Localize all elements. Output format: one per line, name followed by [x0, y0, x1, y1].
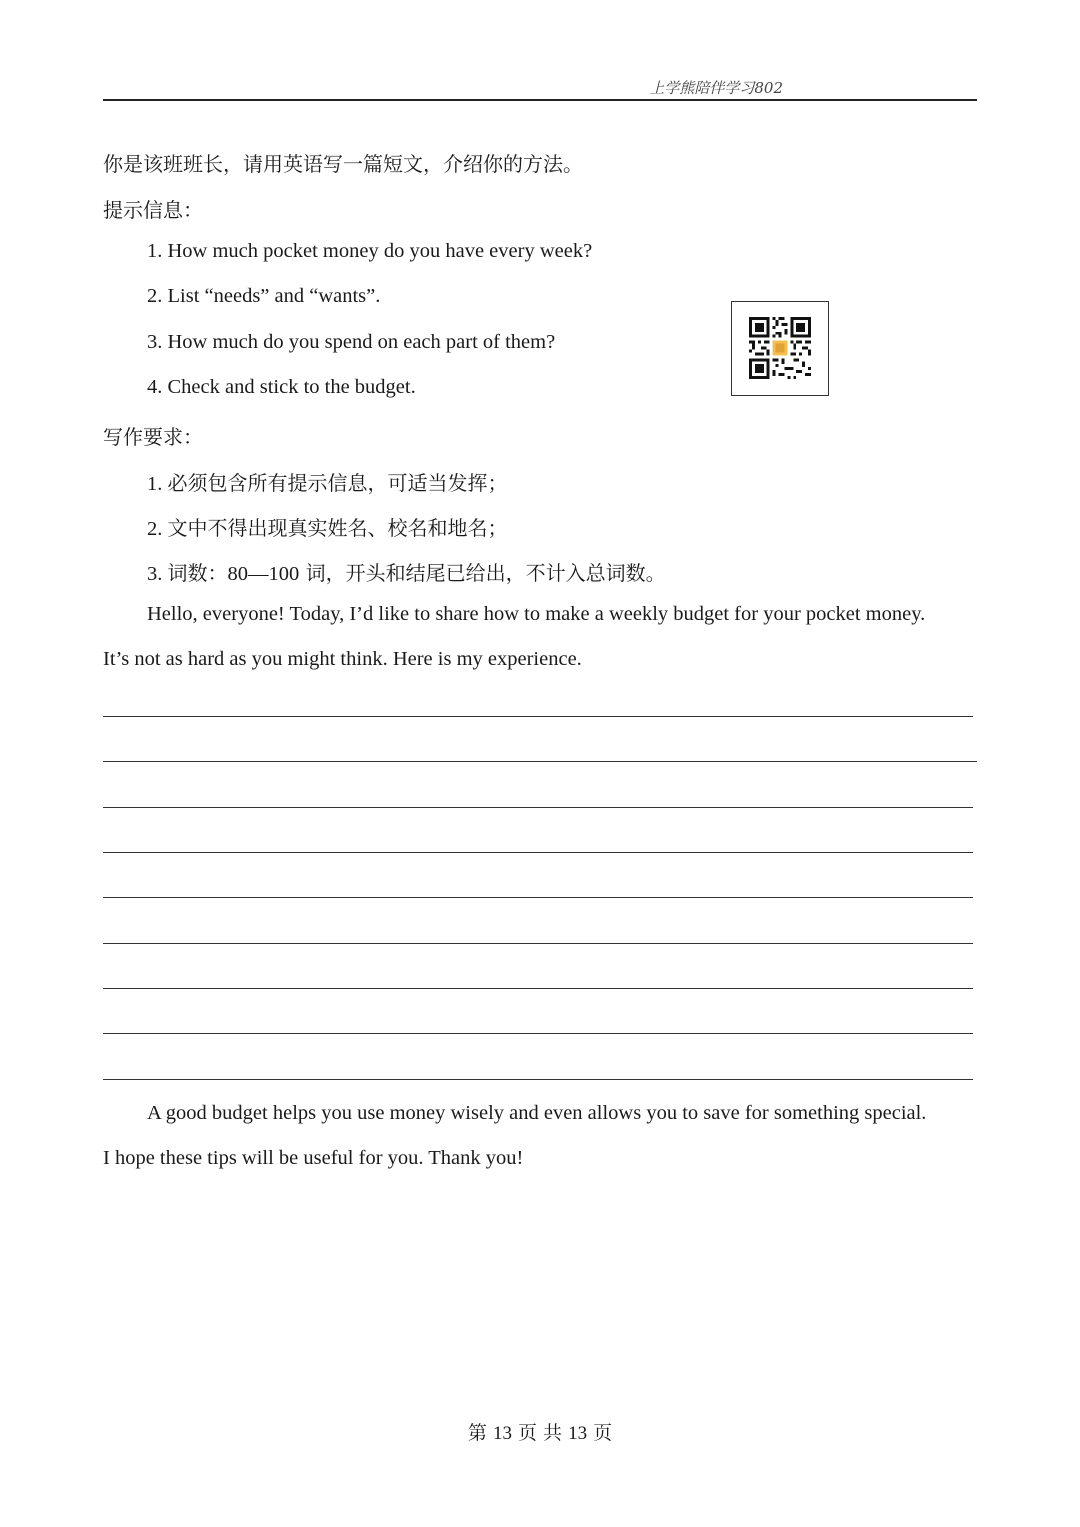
opening-line-2: It’s not as hard as you might think. Here is my experience.	[103, 648, 582, 670]
hint-item-4: 4. Check and stick to the budget.	[147, 376, 416, 398]
header-rule	[103, 99, 977, 101]
requirement-number: 3.	[147, 563, 163, 585]
closing-line-2: I hope these tips will be useful for you. Thank you!	[103, 1147, 524, 1169]
writing-line[interactable]	[103, 761, 977, 762]
qr-code-icon	[749, 317, 811, 379]
requirement-text: 必须包含所有提示信息，可适当发挥；	[167, 471, 508, 495]
requirements-title: 写作要求：	[103, 425, 203, 449]
writing-line[interactable]	[103, 1079, 973, 1080]
requirement-item-2	[147, 512, 507, 541]
writing-line[interactable]	[103, 716, 973, 717]
footer-post: 页	[587, 1422, 613, 1444]
writing-line[interactable]	[103, 988, 973, 989]
opening-line-1: Hello, everyone! Today, I’d like to share how to make a weekly budget for your pocket money.	[147, 603, 926, 625]
page-current: 13	[492, 1423, 512, 1444]
requirement-text: 文中不得出现真实姓名、校名和地名；	[167, 516, 508, 540]
requirement-item-1	[147, 467, 507, 496]
header-text: 上学熊陪伴学习802	[649, 79, 783, 97]
page-footer	[0, 1418, 1080, 1445]
word-count-range: 80—100	[227, 563, 300, 585]
requirement-text: 词数：	[167, 561, 228, 585]
hint-item-1: 1. How much pocket money do you have every week?	[147, 240, 593, 262]
footer-mid: 页 共	[511, 1422, 569, 1444]
writing-line[interactable]	[103, 897, 973, 898]
page-total: 13	[568, 1423, 588, 1444]
writing-line[interactable]	[103, 943, 973, 944]
qr-code	[731, 301, 829, 396]
requirement-number: 2.	[147, 518, 163, 540]
hints-title: 提示信息：	[103, 198, 203, 222]
requirement-item-3	[147, 557, 666, 586]
requirement-text: 词，开头和结尾已给出，不计入总词数。	[299, 561, 666, 585]
hint-item-3: 3. How much do you spend on each part of them?	[147, 331, 556, 353]
closing-line-1: A good budget helps you use money wisely and even allows you to save for something special.	[147, 1102, 927, 1124]
writing-line[interactable]	[103, 1033, 973, 1034]
writing-line[interactable]	[103, 852, 973, 853]
footer-pre: 第	[467, 1422, 493, 1444]
intro-text: 你是该班班长，请用英语写一篇短文，介绍你的方法。	[103, 152, 583, 176]
hint-item-2: 2. List “needs” and “wants”.	[147, 285, 381, 307]
requirement-number: 1.	[147, 473, 163, 495]
writing-line[interactable]	[103, 807, 973, 808]
